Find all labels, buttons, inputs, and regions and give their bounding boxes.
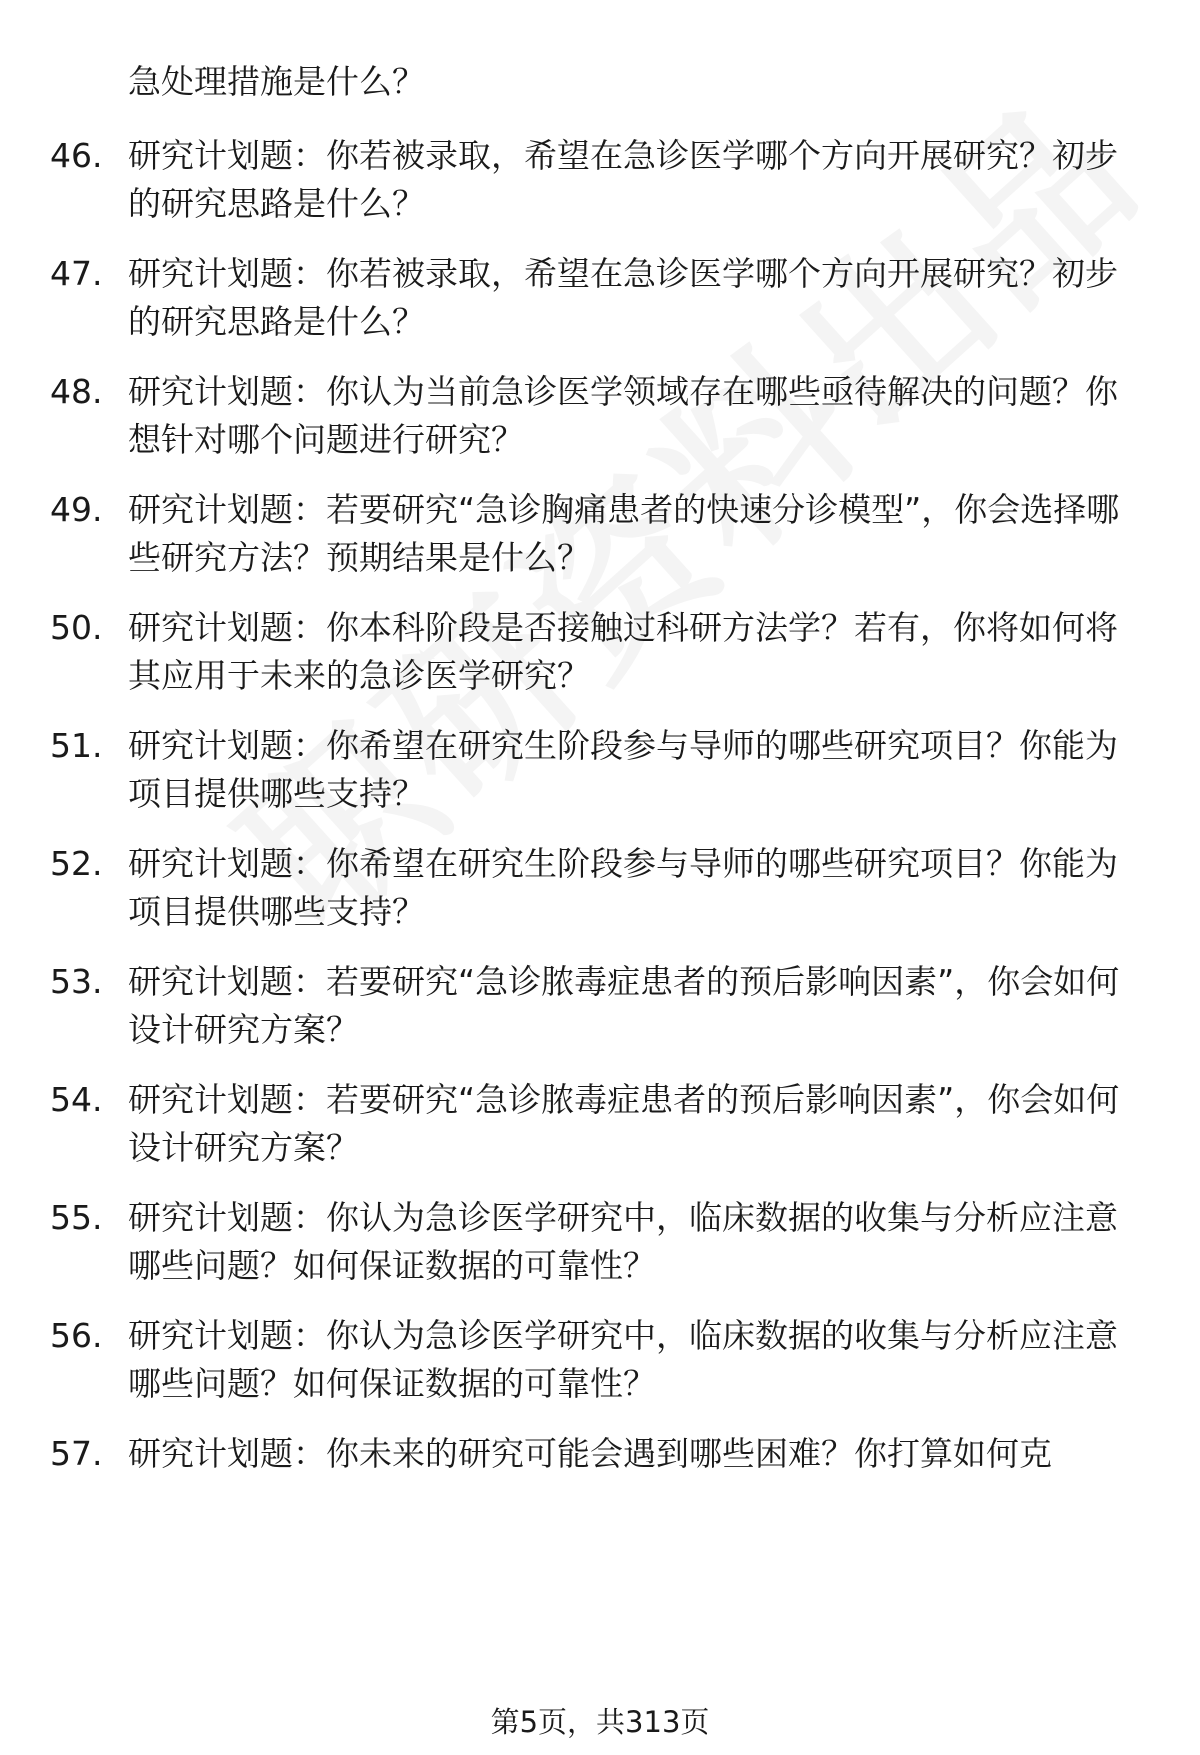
question-text: 研究计划题：你未来的研究可能会遇到哪些困难？你打算如何克	[128, 1434, 1052, 1473]
question-text: 研究计划题：若要研究“急诊脓毒症患者的预后影响因素”，你会如何设计研究方案？	[128, 962, 1120, 1049]
question-number: 57.	[50, 1434, 103, 1473]
question-number: 46.	[50, 136, 103, 175]
question-text: 研究计划题：你若被录取，希望在急诊医学哪个方向开展研究？初步的研究思路是什么？	[128, 136, 1118, 223]
question-number: 51.	[50, 726, 103, 765]
question-text: 研究计划题：你认为当前急诊医学领域存在哪些亟待解决的问题？你想针对哪个问题进行研究？	[128, 372, 1118, 459]
question-text: 研究计划题：你认为急诊医学研究中，临床数据的收集与分析应注意哪些问题？如何保证数据的可靠性？	[128, 1316, 1118, 1403]
page-number-footer: 第5页，共313页	[490, 1705, 710, 1739]
question-text: 研究计划题：你希望在研究生阶段参与导师的哪些研究项目？你能为项目提供哪些支持？	[128, 726, 1118, 813]
question-number: 48.	[50, 372, 103, 411]
continued-question-text: 急处理措施是什么？	[128, 62, 425, 101]
question-number: 49.	[50, 490, 103, 529]
question-number: 54.	[50, 1080, 103, 1119]
question-number: 50.	[50, 608, 103, 647]
question-text: 研究计划题：你认为急诊医学研究中，临床数据的收集与分析应注意哪些问题？如何保证数据的可靠性？	[128, 1198, 1118, 1285]
question-text: 研究计划题：你希望在研究生阶段参与导师的哪些研究项目？你能为项目提供哪些支持？	[128, 844, 1118, 931]
question-number: 52.	[50, 844, 103, 883]
question-text: 研究计划题：若要研究“急诊脓毒症患者的预后影响因素”，你会如何设计研究方案？	[128, 1080, 1120, 1167]
question-number: 56.	[50, 1316, 103, 1355]
question-text: 研究计划题：你若被录取，希望在急诊医学哪个方向开展研究？初步的研究思路是什么？	[128, 254, 1118, 341]
question-text: 研究计划题：你本科阶段是否接触过科研方法学？若有，你将如何将其应用于未来的急诊医学研究？	[128, 608, 1118, 695]
question-number: 55.	[50, 1198, 103, 1237]
question-number: 47.	[50, 254, 103, 293]
question-number: 53.	[50, 962, 103, 1001]
question-text: 研究计划题：若要研究“急诊胸痛患者的快速分诊模型”，你会选择哪些研究方法？预期结果是什么？	[128, 490, 1120, 577]
